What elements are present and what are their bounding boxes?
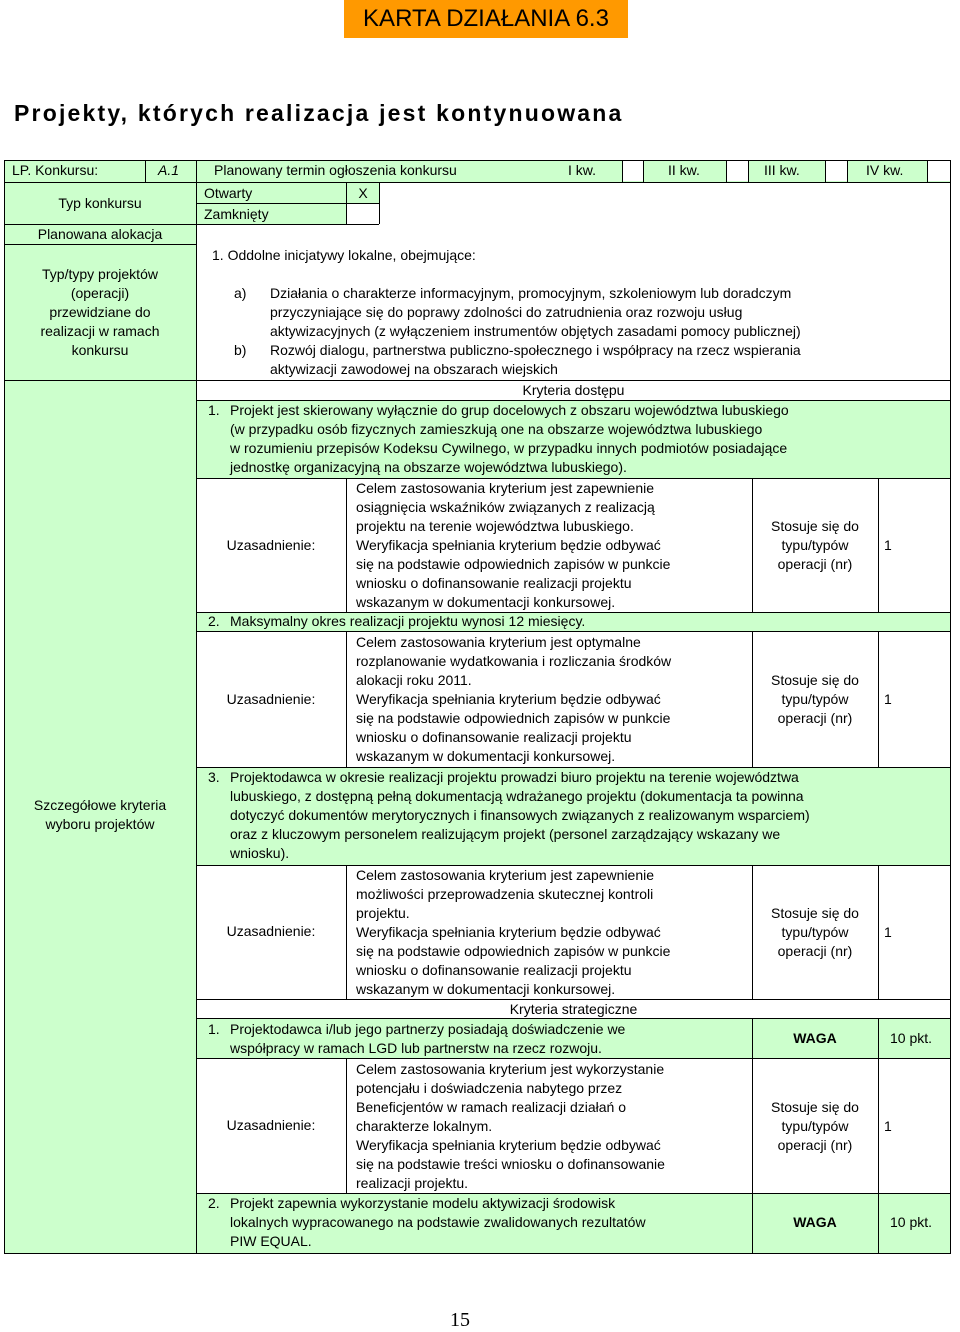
quarter-4: IV kw. (866, 162, 904, 178)
k3-stosuje-value: 1 (884, 924, 892, 940)
k2-just-2: rozplanowanie wydatkowania i rozliczania środków (356, 653, 672, 669)
k3-uzasadnienie-label: Uzasadnienie: (226, 923, 316, 939)
lp-value: A.1 (158, 162, 180, 178)
kryteria-label-2: wyboru projektów (45, 816, 155, 832)
s1-stosuje-value: 1 (884, 1118, 892, 1134)
k3-stosuje-3: operacji (nr) (777, 943, 853, 959)
s2-waga: WAGA (793, 1214, 837, 1230)
s1-just-1: Celem zastosowania kryterium jest wykorzystanie (356, 1061, 665, 1077)
s2-line-3: PIW EQUAL. (230, 1233, 312, 1249)
k1-just-4: Weryfikacja spełniania kryterium będzie odbywać (356, 537, 661, 553)
k3-stosuje-1: Stosuje się do (771, 905, 859, 921)
k2-just-6: wniosku o dofinansowanie realizacji projektu (356, 729, 632, 745)
s1-number: 1. (208, 1021, 220, 1037)
typy-b-line-2: aktywizacji zawodowej na obszarach wiejskich (270, 361, 558, 377)
k2-stosuje-value: 1 (884, 691, 892, 707)
s1-stosuje-3: operacji (nr) (777, 1137, 853, 1153)
k3-just-5: się na podstawie odpowiednich zapisów w punkcie (356, 943, 671, 959)
kryteria-label-1: Szczegółowe kryteria (33, 797, 167, 813)
k1-line-2: (w przypadku osób fizycznych zamieszkują one na obszarze województwa lubuskiego (230, 421, 763, 437)
s1-stosuje-1: Stosuje się do (771, 1099, 859, 1115)
typy-label-2: (operacji) (70, 285, 130, 301)
k3-line-2: lubuskiego, z dostępną pełną dokumentacją wdrażanego projektu (dokumentacja ta powinna (230, 788, 804, 804)
k2-line-1: Maksymalny okres realizacji projektu wynosi 12 miesięcy. (230, 613, 586, 629)
k2-number: 2. (208, 613, 220, 629)
quarter-1: I kw. (568, 162, 597, 178)
s2-points: 10 pkt. (890, 1214, 933, 1230)
s1-line-2: współpracy w ramach LGD lub partnerstw na rzecz rozwoju. (230, 1040, 602, 1056)
page-subtitle: Projekty, których realizacja jest kontynuowana (14, 100, 624, 126)
k3-stosuje-2: typu/typów (781, 924, 849, 940)
k3-just-2: możliwości przeprowadzenia skutecznej kontroli (356, 886, 654, 902)
typ-open-mark: X (358, 185, 368, 201)
k2-just-3: alokacji roku 2011. (356, 672, 472, 688)
k1-line-1: Projekt jest skierowany wyłącznie do grup docelowych z obszaru województwa lubuskiego (230, 402, 789, 418)
k1-line-4: jednostkę organizacyjną na obszarze województwa lubuskiego). (230, 459, 627, 475)
page-number: 15 (450, 1309, 470, 1331)
k1-stosuje-1: Stosuje się do (771, 518, 859, 534)
typy-a-line-3: aktywizacyjnych (z wyłączeniem instrumentów objętych zasadami pomocy publicznej) (270, 323, 801, 339)
s2-number: 2. (208, 1195, 220, 1211)
k2-uzasadnienie-label: Uzasadnienie: (226, 691, 316, 707)
typ-closed-checkbox[interactable] (347, 204, 379, 224)
quarter-2: II kw. (668, 162, 700, 178)
kryteria-strategiczne-header: Kryteria strategiczne (509, 1001, 638, 1017)
typy-a-line-1: Działania o charakterze informacyjnym, promocyjnym, szkoleniowym lub doradczym (270, 285, 792, 301)
typy-b-letter: b) (234, 342, 247, 358)
s1-waga: WAGA (793, 1030, 837, 1046)
k2-stosuje-2: typu/typów (781, 691, 849, 707)
k2-just-5: się na podstawie odpowiednich zapisów w punkcie (356, 710, 671, 726)
k1-number: 1. (208, 402, 220, 418)
typy-label-3: przewidziane do (49, 304, 151, 320)
typ-closed-label: Zamknięty (204, 206, 269, 222)
typy-label-5: konkursu (71, 342, 129, 358)
k1-stosuje-3: operacji (nr) (777, 556, 853, 572)
quarter-4-checkbox[interactable] (928, 161, 950, 181)
k2-just-1: Celem zastosowania kryterium jest optymalne (356, 634, 641, 650)
k2-stosuje-3: operacji (nr) (777, 710, 853, 726)
quarter-3-checkbox[interactable] (826, 161, 847, 181)
k1-just-2: osiągnięcia wskaźników związanych z realizacją (356, 499, 655, 515)
k3-just-3: projektu. (356, 905, 410, 921)
typy-intro: 1. Oddolne inicjatywy lokalne, obejmujące: (212, 247, 476, 263)
quarter-3: III kw. (764, 162, 800, 178)
k2-just-4: Weryfikacja spełniania kryterium będzie odbywać (356, 691, 661, 707)
s1-just-7: realizacji projektu. (356, 1175, 469, 1191)
k1-just-3: projektu na terenie województwa lubuskiego. (356, 518, 634, 534)
k3-line-5: wniosku). (230, 845, 290, 861)
s2-line-1: Projekt zapewnia wykorzystanie modelu aktywizacji środowisk (230, 1195, 616, 1211)
s1-uzasadnienie-label: Uzasadnienie: (226, 1117, 316, 1133)
k3-just-1: Celem zastosowania kryterium jest zapewnienie (356, 867, 655, 883)
s1-points: 10 pkt. (890, 1030, 933, 1046)
kryteria-dostepu-header: Kryteria dostępu (522, 382, 625, 398)
planned-term-label: Planowany termin ogłoszenia konkursu (214, 162, 457, 178)
alokacja-label: Planowana alokacja (37, 226, 163, 242)
k1-line-3: w rozumieniu przepisów Kodeksu Cywilnego, w przypadku innych podmiotów posiadające (230, 440, 788, 456)
typ-konkursu-label: Typ konkursu (58, 195, 142, 211)
k3-line-3: dotyczyć dokumentów merytorycznych i finansowych związanych z realizowanym wsparciem) (230, 807, 810, 823)
k3-just-4: Weryfikacja spełniania kryterium będzie odbywać (356, 924, 661, 940)
k1-uzasadnienie-label: Uzasadnienie: (226, 537, 316, 553)
k1-stosuje-2: typu/typów (781, 537, 849, 553)
typy-a-line-2: przyczyniające się do poprawy zdolności do zatrudnienia oraz rozwoju usług (270, 304, 743, 320)
lp-label: LP. Konkursu: (12, 162, 99, 178)
k1-just-1: Celem zastosowania kryterium jest zapewnienie (356, 480, 655, 496)
k3-just-6: wniosku o dofinansowanie realizacji projektu (356, 962, 632, 978)
s2-line-2: lokalnych wypracowanego na podstawie zwalidowanych rezultatów (230, 1214, 646, 1230)
k1-just-6: wniosku o dofinansowanie realizacji projektu (356, 575, 632, 591)
k2-stosuje-1: Stosuje się do (771, 672, 859, 688)
quarter-1-checkbox[interactable] (623, 161, 643, 181)
s1-just-2: potencjału i doświadczenia nabytego przez (356, 1080, 623, 1096)
k1-just-5: się na podstawie odpowiednich zapisów w punkcie (356, 556, 671, 572)
typy-label-4: realizacji w ramach (40, 323, 160, 339)
k1-stosuje-value: 1 (884, 537, 892, 553)
s1-just-5: Weryfikacja spełniania kryterium będzie odbywać (356, 1137, 661, 1153)
k3-just-7: wskazanym w dokumentacji konkursowej. (356, 981, 616, 997)
s1-just-4: charakterze lokalnym. (356, 1118, 493, 1134)
k1-just-7: wskazanym w dokumentacji konkursowej. (356, 594, 616, 610)
quarter-2-checkbox[interactable] (727, 161, 748, 181)
typ-open-label: Otwarty (204, 185, 253, 201)
s1-stosuje-2: typu/typów (781, 1118, 849, 1134)
s1-just-3: Beneficjentów w ramach realizacji działań o (356, 1099, 627, 1115)
typy-a-letter: a) (234, 285, 247, 301)
s1-line-1: Projektodawca i/lub jego partnerzy posiadają doświadczenie we (230, 1021, 626, 1037)
k3-number: 3. (208, 769, 220, 785)
typy-b-line-1: Rozwój dialogu, partnerstwa publiczno-społecznego i współpracy na rzecz wspierania (270, 342, 801, 358)
s1-just-6: się na podstawie treści wniosku o dofinansowanie (356, 1156, 665, 1172)
typy-label-1: Typ/typy projektów (42, 266, 158, 282)
k2-just-7: wskazanym w dokumentacji konkursowej. (356, 748, 616, 764)
card-title: KARTA DZIAŁANIA 6.3 (363, 5, 609, 32)
k3-line-4: oraz z kluczowym personelem realizującym projekt (personel zarządzający wskazany we (230, 826, 781, 842)
k3-line-1: Projektodawca w okresie realizacji projektu prowadzi biuro projektu na terenie województwa (230, 769, 799, 785)
